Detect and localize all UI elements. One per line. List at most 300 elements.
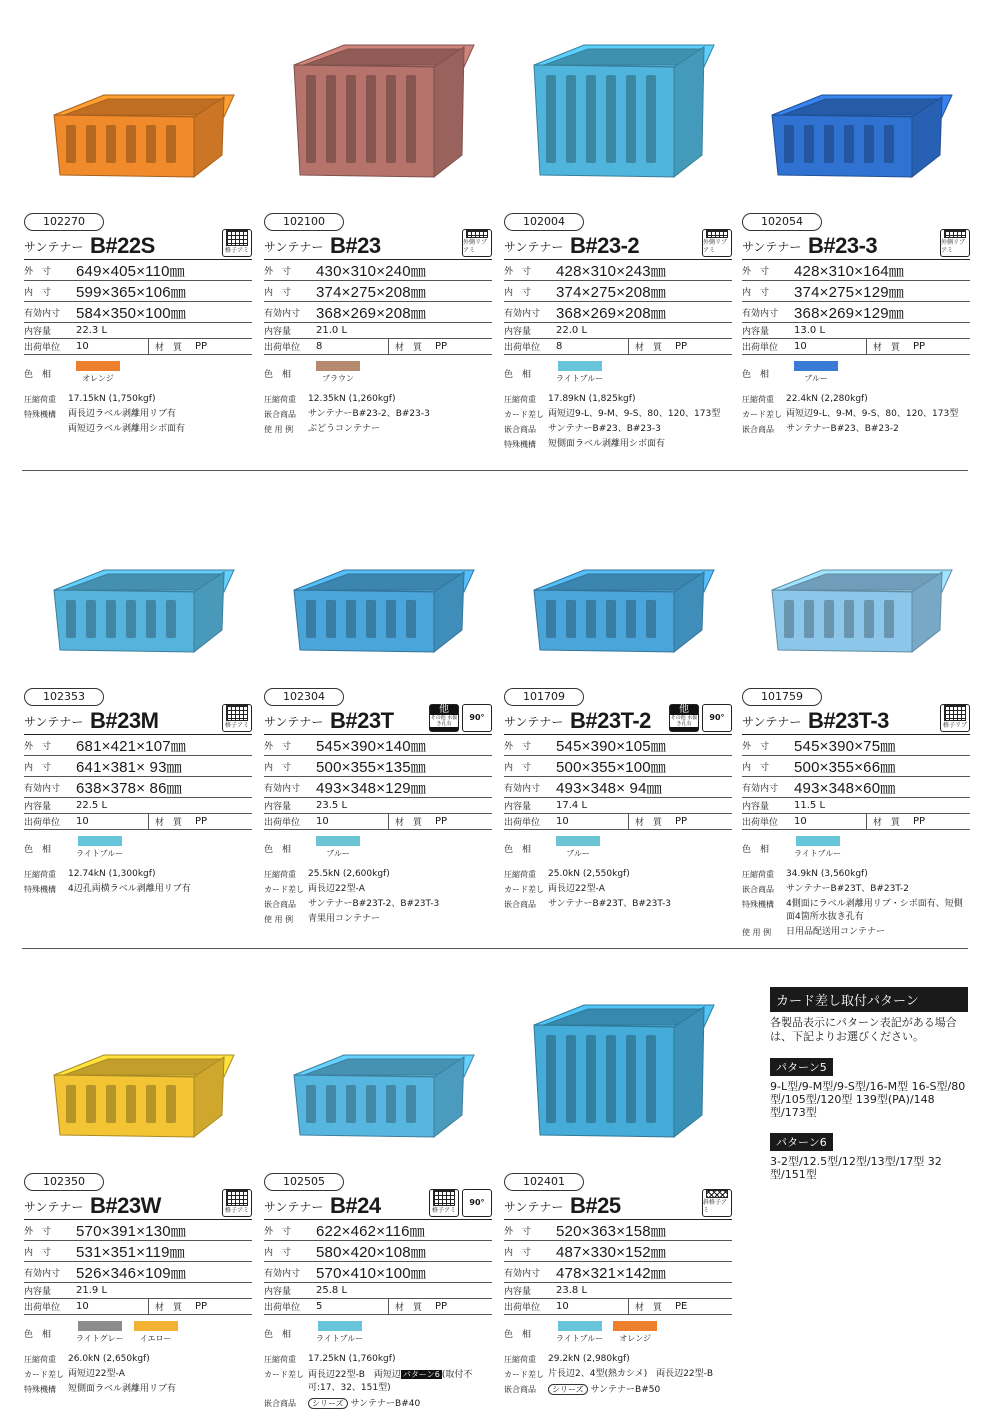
inner-dimension (264, 1241, 492, 1262)
info-label: カード差し (504, 885, 544, 894)
info-value (68, 423, 252, 436)
inner-dimension (264, 756, 492, 777)
material-value: PP (435, 341, 448, 352)
badge-label: 外側リブアミ (941, 239, 966, 254)
row-label: 内 寸 (504, 762, 532, 773)
info-value (786, 408, 970, 421)
unit-row (264, 339, 492, 355)
capacity-value: 21.0 L (316, 325, 348, 336)
row-label: 材 質 (155, 343, 183, 353)
row-label: 出荷単位 (264, 818, 301, 828)
row-label: 出荷単位 (24, 818, 61, 828)
info-value (308, 913, 492, 926)
outer-dimension (24, 735, 252, 756)
info-text: サンテナーB#23、B#23-2 (786, 424, 899, 434)
color-swatch (556, 836, 600, 859)
section-divider (22, 470, 968, 471)
outer-dimension (742, 735, 970, 756)
info-row (24, 883, 252, 896)
row-label: 有効内寸 (24, 308, 61, 319)
info-row (742, 926, 970, 939)
info-label: 嵌合商品 (742, 425, 774, 434)
info-value (548, 1353, 732, 1366)
effective-dimension (504, 302, 732, 323)
swatch-name: イエロー (139, 1334, 172, 1343)
inner-dimension (264, 281, 492, 302)
unit-value: 10 (794, 339, 867, 354)
row-label: 内容量 (24, 1287, 52, 1297)
pattern-icon (944, 705, 966, 721)
capacity-value: 23.5 L (316, 800, 348, 811)
row-label: 材 質 (873, 343, 901, 353)
info-label: カード差し (264, 885, 304, 894)
swatch-chip (558, 361, 602, 371)
row-value: 487×330×152㎜ (556, 1243, 667, 1261)
badge-label: 格子アミ (224, 1207, 249, 1214)
grid-icon (702, 229, 732, 257)
product-code: 102100 (264, 213, 344, 231)
brand-name: サンテナー (264, 240, 324, 254)
info-label: 圧縮荷重 (504, 395, 536, 404)
info-row (504, 408, 732, 421)
info-label: 圧縮荷重 (504, 1355, 536, 1364)
info-value (68, 1368, 252, 1381)
row-label: 色 相 (24, 1330, 52, 1340)
capacity-row (264, 798, 492, 814)
capacity-value: 11.5 L (794, 800, 826, 811)
info-value (308, 393, 492, 406)
capacity-row (742, 798, 970, 814)
product-code: 102270 (24, 213, 104, 231)
badge-group (222, 1189, 252, 1217)
row-label: 内容量 (24, 802, 52, 812)
info-label: カード差し (504, 410, 544, 419)
row-label: 材 質 (635, 818, 663, 828)
unit-row (24, 339, 252, 355)
badge-label: 外側リブアミ (463, 239, 488, 254)
product-photo (24, 500, 252, 690)
capacity-row (24, 323, 252, 339)
info-label: 嵌合商品 (264, 410, 296, 419)
row-label: 材 質 (395, 818, 423, 828)
unit-value: 5 (316, 1299, 389, 1314)
row-label: 外 寸 (504, 741, 532, 752)
badge-label: 90° (469, 1197, 485, 1207)
info-row (24, 1368, 252, 1381)
info-text: 29.2kN (2,980kgf) (548, 1354, 630, 1364)
row-label: 材 質 (155, 1303, 183, 1313)
product-photo (264, 500, 492, 690)
info-label: 嵌合商品 (264, 1399, 296, 1408)
row-label: 内容量 (264, 802, 292, 812)
row-label: 色 相 (264, 370, 292, 380)
unit-row (504, 814, 732, 830)
effective-dimension (742, 302, 970, 323)
rot-icon (702, 704, 732, 732)
swatch-chip (78, 1321, 122, 1331)
row-label: 有効内寸 (742, 308, 779, 319)
brand-name: サンテナー (742, 240, 802, 254)
info-text: 34.9kN (3,560kgf) (786, 869, 868, 879)
row-label: 内容量 (742, 327, 770, 337)
info-text: 両短辺22型-A (68, 1369, 125, 1379)
info-text: 両短辺9-L、9-M、9-S、80、120、173型 (786, 409, 959, 419)
row-value: 368×269×129㎜ (794, 304, 905, 322)
product-photo (742, 25, 970, 215)
info-value (308, 868, 492, 881)
row-label: 内 寸 (742, 287, 770, 298)
brand-name: サンテナー (264, 715, 324, 729)
product-code: 102004 (504, 213, 584, 231)
info-value (786, 393, 970, 406)
title-row (264, 704, 492, 734)
info-label: 圧縮荷重 (264, 1355, 296, 1364)
row-value: 570×391×130㎜ (76, 1222, 187, 1240)
inner-dimension (504, 756, 732, 777)
effective-dimension (504, 777, 732, 798)
crate-illustration (264, 500, 492, 690)
swatch-name: ライトブルー (76, 849, 124, 858)
capacity-value: 22.0 L (556, 325, 588, 336)
model-name: B#23T (330, 708, 394, 733)
info-row (264, 1368, 492, 1395)
info-value (548, 408, 732, 421)
info-label (24, 423, 68, 436)
info-row (264, 408, 492, 421)
pattern-items: 9-L型/9-M型/9-S型/16-M型 16-S型/80型/105型/120型 139型(PA)/148型/173型 (770, 1080, 966, 1119)
info-text: 両長辺22型-A (308, 884, 365, 894)
pattern-icon (226, 1190, 248, 1206)
pattern-icon (706, 230, 728, 238)
row-value: 545×390×75㎜ (794, 737, 896, 755)
crate-illustration (504, 985, 732, 1175)
outer-dimension (24, 260, 252, 281)
info-label: 圧縮荷重 (742, 395, 774, 404)
spec-block (24, 1170, 252, 1396)
badge-group (702, 1189, 732, 1217)
title-row (742, 233, 970, 259)
title-row (24, 1193, 252, 1219)
info-row (742, 393, 970, 406)
color-row (24, 361, 252, 391)
info-text: 日用品配送用コンテナー (786, 927, 886, 937)
info-text: サンテナーB#23T、B#23T-2 (786, 884, 910, 894)
outer-dimension (504, 260, 732, 281)
unit-row (264, 1299, 492, 1315)
info-label: 特殊機構 (504, 440, 536, 449)
row-label: 出荷単位 (742, 818, 779, 828)
product-code: 102353 (24, 688, 104, 706)
row-label: 外 寸 (264, 741, 292, 752)
row-value: 641×381× 93㎜ (76, 758, 182, 776)
capacity-value: 23.8 L (556, 1285, 588, 1296)
badge-group (429, 704, 492, 732)
row-label: 内容量 (504, 1287, 532, 1297)
row-value: 599×365×106㎜ (76, 283, 187, 301)
info-label: カード差し (24, 1370, 64, 1379)
row-value: 493×348×60㎜ (794, 779, 896, 797)
row-label: 出荷単位 (264, 1303, 301, 1313)
row-label: 外 寸 (24, 741, 52, 752)
swatch-chip (556, 836, 600, 846)
swatch-chip (316, 361, 360, 371)
info-value (548, 898, 732, 911)
row-label: 内 寸 (24, 762, 52, 773)
row-label: 外 寸 (742, 266, 770, 277)
color-row (504, 836, 732, 866)
info-label: 特殊機構 (24, 885, 56, 894)
brand-name: サンテナー (504, 240, 564, 254)
swatch-chip (316, 836, 360, 846)
row-label: 有効内寸 (264, 1268, 301, 1279)
info-text: 17.15kN (1,750kgf) (68, 394, 156, 404)
unit-value: 8 (556, 339, 629, 354)
info-row (742, 898, 970, 924)
model-name: B#23T-2 (570, 708, 651, 733)
row-value: 478×321×142㎜ (556, 1264, 667, 1282)
info-value (786, 883, 970, 896)
info-row (24, 393, 252, 406)
info-row (504, 393, 732, 406)
material-value: PP (675, 816, 688, 827)
pattern-icon (226, 705, 248, 721)
info-row (264, 1397, 492, 1411)
pattern-icon (433, 1190, 455, 1206)
badge-group (940, 704, 970, 732)
row-label: 色 相 (264, 1330, 292, 1340)
pattern-label: パターン6 (770, 1133, 833, 1151)
row-value: 428×310×164㎜ (794, 262, 905, 280)
color-row (504, 361, 732, 391)
info-row (504, 1368, 732, 1381)
swatch-chip (558, 1321, 602, 1331)
brand-name: サンテナー (24, 715, 84, 729)
info-row (24, 423, 252, 436)
spec-block (504, 1170, 732, 1397)
color-row (742, 836, 970, 866)
color-row (264, 836, 492, 866)
product-code: 102304 (264, 688, 344, 706)
row-label: 内 寸 (24, 1247, 52, 1258)
info-text: 4辺孔両横ラベル剥離用リブ有 (68, 884, 191, 894)
title-row (264, 1193, 492, 1219)
title-row (504, 1193, 732, 1219)
badge-sub: その他 水抜き孔有 (670, 715, 698, 727)
row-value: 570×410×100㎜ (316, 1264, 427, 1282)
crate-illustration (24, 500, 252, 690)
material-value: PP (913, 341, 926, 352)
capacity-row (504, 1283, 732, 1299)
unit-row (24, 814, 252, 830)
row-label: 材 質 (395, 343, 423, 353)
capacity-value: 13.0 L (794, 325, 826, 336)
grid-icon (940, 229, 970, 257)
row-label: 出荷単位 (264, 343, 301, 353)
info-row (24, 408, 252, 421)
row-label: 内容量 (264, 1287, 292, 1297)
row-label: 色 相 (504, 1330, 532, 1340)
inner-dimension (742, 756, 970, 777)
info-label: 嵌合商品 (504, 900, 536, 909)
row-value: 428×310×243㎜ (556, 262, 667, 280)
capacity-row (504, 323, 732, 339)
info-text: 25.0kN (2,550kgf) (548, 869, 630, 879)
swatch-name: ライトブルー (316, 1334, 364, 1343)
brand-name: サンテナー (504, 715, 564, 729)
model-name: B#23-2 (570, 233, 640, 258)
row-label: 出荷単位 (504, 1303, 541, 1313)
info-row (504, 868, 732, 881)
material-value: PP (435, 816, 448, 827)
info-label: 圧縮荷重 (24, 1355, 56, 1364)
product-photo (24, 985, 252, 1175)
effective-dimension (504, 1262, 732, 1283)
info-label: カード差し (264, 1370, 304, 1379)
card-pattern-panel (770, 987, 968, 1181)
rot-icon (462, 1189, 492, 1217)
capacity-row (24, 798, 252, 814)
other-icon (669, 704, 699, 732)
outer-dimension (504, 735, 732, 756)
model-name: B#24 (330, 1193, 381, 1218)
info-row (264, 898, 492, 911)
product-photo (504, 25, 732, 215)
info-row (504, 898, 732, 911)
info-value (548, 868, 732, 881)
badge-label: 外側リブアミ (703, 239, 728, 254)
info-value (786, 898, 970, 924)
row-value: 580×420×108㎜ (316, 1243, 427, 1261)
material-value: PE (675, 1301, 688, 1312)
section-divider (22, 948, 968, 949)
row-label: 有効内寸 (504, 1268, 541, 1279)
unit-value: 10 (76, 1299, 149, 1314)
row-label: 出荷単位 (24, 343, 61, 353)
row-label: 内容量 (264, 327, 292, 337)
color-swatch (316, 836, 360, 859)
unit-value: 10 (794, 814, 867, 829)
info-row (24, 1353, 252, 1366)
unit-value: 10 (556, 814, 629, 829)
color-row (742, 361, 970, 391)
row-value: 545×390×105㎜ (556, 737, 667, 755)
info-text: 両短辺9-L、9-M、9-S、80、120、173型 (548, 409, 721, 419)
color-swatch (76, 836, 123, 859)
row-label: 外 寸 (504, 266, 532, 277)
swatch-name: ライトブルー (556, 1334, 604, 1343)
row-label: 内 寸 (504, 1247, 532, 1258)
unit-value: 10 (76, 814, 149, 829)
info-text: ぶどうコンテナー (308, 424, 381, 434)
grid-icon (222, 1189, 252, 1217)
pattern-items: 3-2型/12.5型/12型/13型/17型 32型/151型 (770, 1155, 942, 1181)
swatch-chip (78, 836, 122, 846)
model-name: B#23W (90, 1193, 161, 1218)
info-label: 使 用 例 (264, 915, 294, 924)
swatch-chip (796, 836, 840, 846)
badge-label: 90° (709, 712, 725, 722)
color-swatch (556, 361, 603, 384)
info-text: 片長辺2、4型(熱カシメ) 両長辺22型-B (548, 1369, 714, 1379)
brand-name: サンテナー (24, 1200, 84, 1214)
info-text: 26.0kN (2,650kgf) (68, 1354, 150, 1364)
row-value: 430×310×240㎜ (316, 262, 427, 280)
badge-group (429, 1189, 492, 1217)
rot-icon (462, 704, 492, 732)
row-value: 531×351×119㎜ (76, 1243, 185, 1261)
color-swatch (76, 361, 120, 384)
product-code: 102054 (742, 213, 822, 231)
color-swatch (316, 1321, 363, 1344)
row-value: 520×363×158㎜ (556, 1222, 667, 1240)
row-value: 545×390×140㎜ (316, 737, 427, 755)
info-value (68, 868, 252, 881)
unit-row (504, 339, 732, 355)
info-text: 両長辺22型-A (548, 884, 605, 894)
grid-icon (462, 229, 492, 257)
effective-dimension (24, 777, 252, 798)
swatch-name: ブルー (326, 849, 350, 858)
row-label: 内 寸 (264, 1247, 292, 1258)
info-text: 22.4kN (2,280kgf) (786, 394, 868, 404)
row-label: 有効内寸 (504, 783, 541, 794)
badge-sub: その他 水抜き孔有 (430, 715, 458, 727)
info-text: サンテナーB#40 (350, 1399, 421, 1409)
card-pattern-title: カード差し取付パターン (770, 987, 968, 1012)
info-row (742, 883, 970, 896)
info-label: 圧縮荷重 (264, 395, 296, 404)
info-value (308, 423, 492, 436)
info-value (786, 868, 970, 881)
badge-group (669, 704, 732, 732)
color-row (24, 1321, 252, 1351)
badge-group (222, 229, 252, 257)
crate-illustration (504, 25, 732, 215)
grid-icon (940, 704, 970, 732)
spec-block (24, 685, 252, 896)
inner-dimension (24, 1241, 252, 1262)
info-value (308, 898, 492, 911)
material-value: PP (913, 816, 926, 827)
info-row (504, 438, 732, 451)
inner-dimension (742, 281, 970, 302)
product-photo (264, 25, 492, 215)
effective-dimension (742, 777, 970, 798)
swatch-name: ブラウン (322, 374, 354, 383)
row-label: 出荷単位 (24, 1303, 61, 1313)
product-photo (504, 985, 732, 1175)
product-photo (742, 500, 970, 690)
color-swatch (556, 1321, 603, 1344)
product-code: 102350 (24, 1173, 104, 1191)
info-text: 25.5kN (2,600kgf) (308, 869, 390, 879)
pattern-6 (770, 1119, 968, 1181)
material-value: PP (675, 341, 688, 352)
info-text: サンテナーB#50 (590, 1385, 661, 1395)
row-label: 色 相 (742, 370, 770, 380)
effective-dimension (24, 1262, 252, 1283)
row-label: 有効内寸 (742, 783, 779, 794)
info-value (786, 926, 970, 939)
row-value: 368×269×208㎜ (316, 304, 427, 322)
spec-block (264, 210, 492, 436)
capacity-value: 22.3 L (76, 325, 108, 336)
row-label: 内 寸 (264, 287, 292, 298)
crate-illustration (504, 500, 732, 690)
outer-dimension (264, 1220, 492, 1241)
pattern-label: パターン5 (770, 1058, 833, 1076)
info-label: 圧縮荷重 (504, 870, 536, 879)
